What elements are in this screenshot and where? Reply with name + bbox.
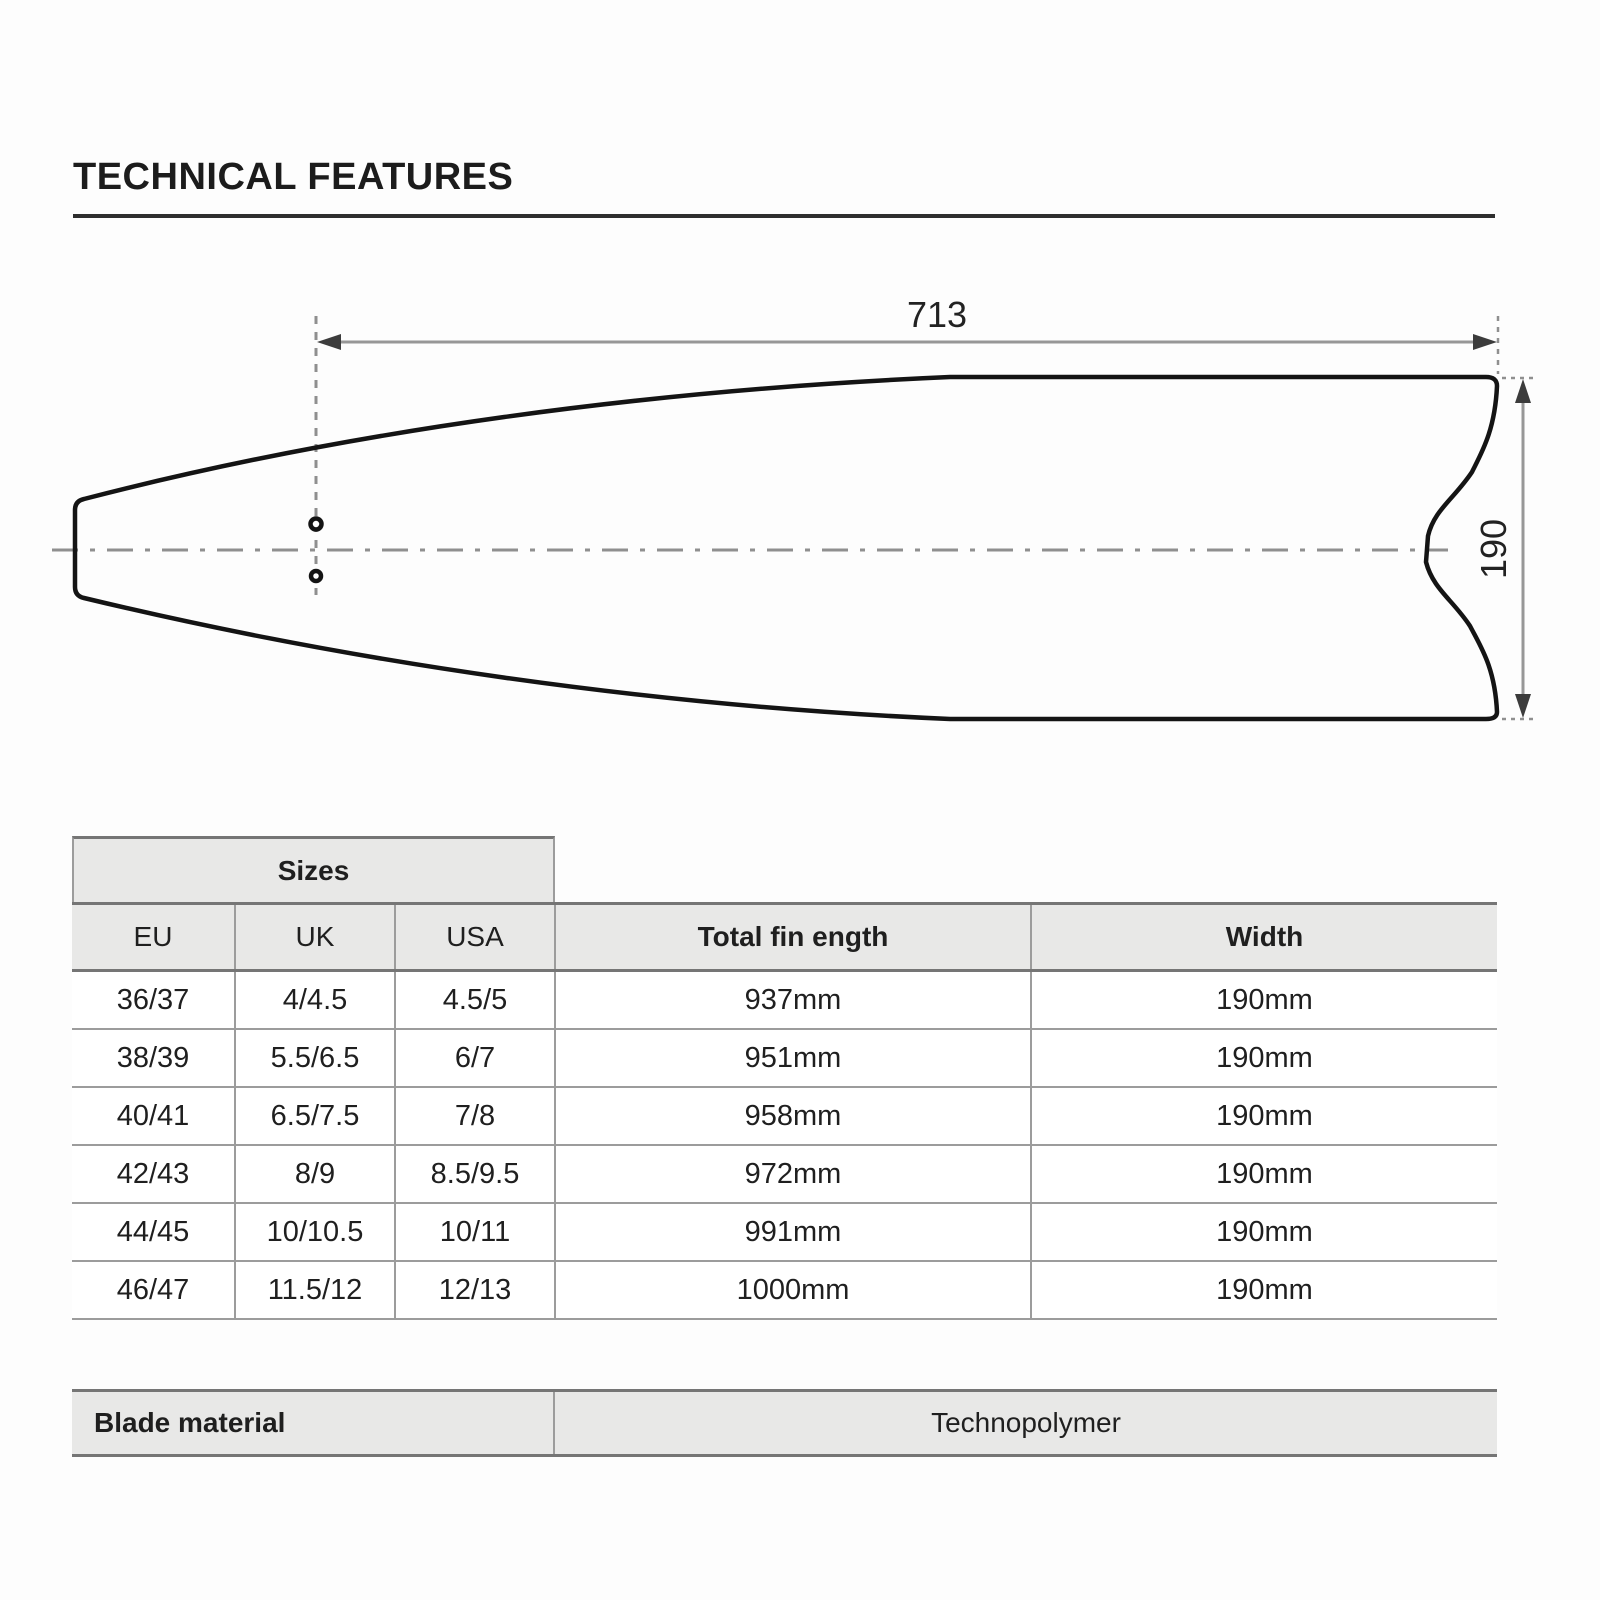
mounting-hole-bottom <box>311 571 321 581</box>
table-row <box>72 1030 1497 1088</box>
cell-width: 190mm <box>1030 1146 1497 1202</box>
material-value: Technopolymer <box>931 1407 1121 1438</box>
cell-eu: 38/39 <box>116 1041 190 1074</box>
cell-length: 937mm <box>554 972 1030 1028</box>
cell-usa: 4.5/5 <box>394 972 554 1028</box>
cell-width: 190mm <box>1030 1262 1497 1318</box>
sizes-group-header: Sizes <box>72 836 555 902</box>
cell-length: 958mm <box>554 1088 1030 1144</box>
material-label: Blade material <box>72 1392 555 1454</box>
cell-eu: 40/41 <box>116 1099 190 1132</box>
material-table <box>72 1389 1497 1457</box>
cell-usa: 7/8 <box>394 1088 554 1144</box>
cell-eu: 36/37 <box>116 983 190 1016</box>
mounting-hole-top <box>311 519 322 530</box>
cell-usa: 10/11 <box>394 1204 554 1260</box>
cell-uk: 6.5/7.5 <box>234 1088 394 1144</box>
fin-outline <box>75 377 1497 719</box>
cell-width: 190mm <box>1030 1204 1497 1260</box>
cell-length: 991mm <box>554 1204 1030 1260</box>
cell-uk: 11.5/12 <box>234 1262 394 1318</box>
table-row <box>72 1146 1497 1204</box>
length-arrow-right <box>1473 334 1497 350</box>
length-dimension-label: 713 <box>906 294 968 335</box>
width-arrow-bottom <box>1515 694 1531 718</box>
cell-width: 190mm <box>1030 972 1497 1028</box>
width-dimension-label: 190 <box>1473 518 1514 580</box>
cell-eu: 46/47 <box>116 1273 190 1306</box>
cell-eu: 44/45 <box>116 1215 190 1248</box>
cell-usa: 6/7 <box>394 1030 554 1086</box>
col-header-usa: USA <box>394 905 554 969</box>
cell-uk: 8/9 <box>234 1146 394 1202</box>
cell-eu: 42/43 <box>116 1157 190 1190</box>
length-arrow-left <box>317 334 341 350</box>
cell-uk: 4/4.5 <box>234 972 394 1028</box>
cell-usa: 12/13 <box>394 1262 554 1318</box>
col-header-eu: EU <box>133 921 173 952</box>
col-header-width: Width <box>1030 905 1497 969</box>
cell-width: 190mm <box>1030 1088 1497 1144</box>
size-table-body <box>72 972 1497 1320</box>
cell-uk: 5.5/6.5 <box>234 1030 394 1086</box>
table-row <box>72 1204 1497 1262</box>
table-row <box>72 1262 1497 1320</box>
cell-usa: 8.5/9.5 <box>394 1146 554 1202</box>
table-row <box>72 972 1497 1030</box>
page-title: TECHNICAL FEATURES <box>73 156 514 198</box>
col-header-uk: UK <box>234 905 394 969</box>
col-header-length: Total fin ength <box>554 905 1030 969</box>
cell-width: 190mm <box>1030 1030 1497 1086</box>
cell-length: 951mm <box>554 1030 1030 1086</box>
cell-length: 1000mm <box>554 1262 1030 1318</box>
cell-length: 972mm <box>554 1146 1030 1202</box>
width-arrow-top <box>1515 379 1531 403</box>
size-table-header-row <box>72 902 1497 972</box>
cell-uk: 10/10.5 <box>234 1204 394 1260</box>
table-row <box>72 1088 1497 1146</box>
